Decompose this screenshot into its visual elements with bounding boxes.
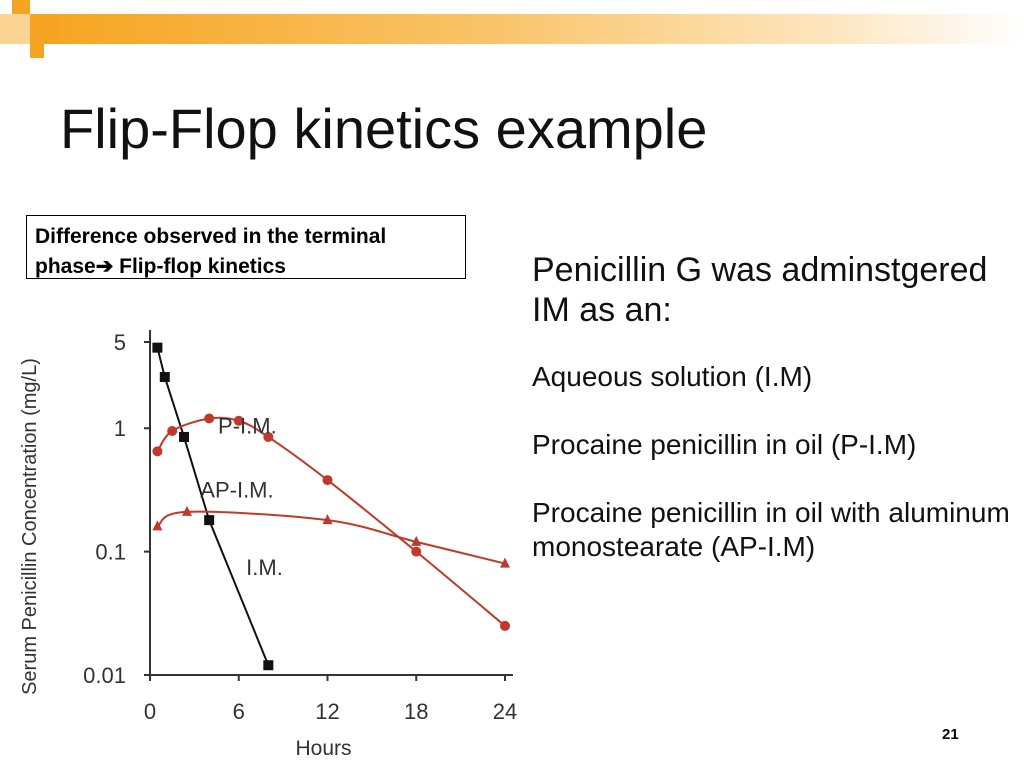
callout-box bbox=[26, 215, 466, 279]
series-label: I.M. bbox=[246, 555, 283, 581]
data-point-circle bbox=[500, 621, 510, 631]
right-text-block bbox=[532, 250, 1012, 598]
data-point-circle bbox=[323, 475, 333, 485]
slide-title: Flip-Flop kinetics example bbox=[60, 97, 708, 160]
callout-line: phase➔ Flip-flop kinetics bbox=[35, 255, 286, 278]
data-point-square bbox=[152, 343, 162, 353]
x-tick-label: 6 bbox=[232, 699, 245, 724]
intro-text: Penicillin G was adminstgered IM as an: bbox=[532, 251, 988, 329]
data-point-circle bbox=[167, 426, 177, 436]
data-point-circle bbox=[152, 446, 162, 456]
header-decoration-square bbox=[12, 0, 30, 14]
header-decoration-square bbox=[30, 44, 44, 58]
x-axis-label: Hours bbox=[295, 737, 352, 760]
x-tick-label: 12 bbox=[315, 699, 340, 724]
data-point-square bbox=[204, 515, 214, 525]
series-line bbox=[157, 348, 268, 666]
header-decoration-bar bbox=[60, 14, 1024, 44]
series-label: P-I.M. bbox=[218, 413, 277, 439]
callout-line: Difference observed in the terminal bbox=[35, 225, 387, 248]
data-point-square bbox=[179, 432, 189, 442]
x-tick-label: 0 bbox=[143, 699, 157, 724]
data-point-circle bbox=[204, 413, 214, 423]
formulation-item: Procaine penicillin in oil (P-I.M) bbox=[532, 429, 917, 460]
formulation-item: Aqueous solution (I.M) bbox=[532, 361, 813, 392]
formulation-item: Procaine penicillin in oil with aluminum monostearate (AP-I.M) bbox=[532, 497, 1010, 562]
x-tick-label: 24 bbox=[492, 699, 518, 724]
concentration-chart bbox=[0, 300, 530, 760]
data-point-square bbox=[160, 372, 170, 382]
y-tick-label: 1 bbox=[113, 416, 126, 442]
page-number: 21 bbox=[942, 726, 959, 743]
y-tick-label: 5 bbox=[113, 330, 126, 355]
y-tick-label: 0.01 bbox=[83, 663, 126, 688]
y-tick-label: 0.1 bbox=[95, 539, 126, 565]
header-decoration-square bbox=[0, 14, 30, 44]
series-label: AP-I.M. bbox=[200, 477, 274, 503]
data-point-square bbox=[263, 660, 273, 670]
x-tick-label: 18 bbox=[404, 699, 429, 724]
data-point-circle bbox=[411, 547, 421, 557]
y-axis-label: Serum Penicillin Concentration (mg/L) bbox=[19, 358, 41, 695]
header-decoration-square bbox=[30, 14, 60, 44]
